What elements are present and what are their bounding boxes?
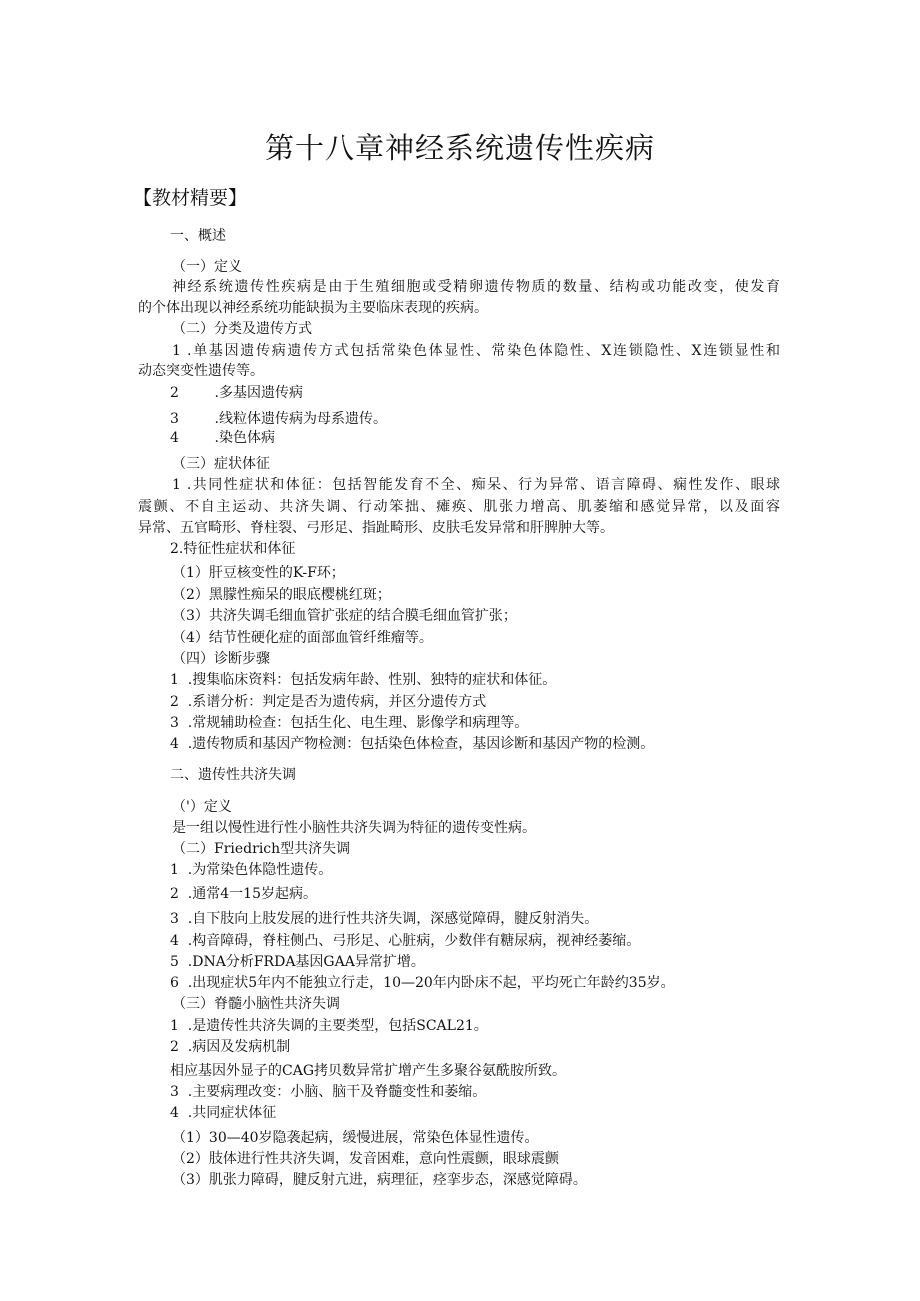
paragraph-line: 是一组以慢性进行性小脑性共济失调为特征的遗传变性病。 (172, 820, 536, 836)
list-item: （3）肌张力障碍，腱反射亢进，病理征，痉挛步态，深感觉障碍。 (172, 1172, 587, 1188)
list-item: （2）肢体进行性共济失调，发音困难，意向性震颤，眼球震颤 (172, 1151, 559, 1167)
list-item: 3 .常规辅助检查：包括生化、电生理、影像学和病理等。 (170, 715, 529, 731)
subheading-symptoms: （三）症状体征 (172, 456, 270, 472)
list-item: 1 .为常染色体隐性遗传。 (170, 862, 333, 878)
subheading-definition: （一）定义 (172, 259, 242, 275)
paragraph-line: 异常、五官畸形、脊柱裂、弓形足、指趾畸形、皮肤毛发异常和肝脾肿大等。 (138, 520, 614, 536)
paragraph-line: 神经系统遗传性疾病是由于生殖细胞或受精卵遗传物质的数量、结构或功能改变，使发育 (172, 279, 780, 295)
list-item: 6 .出现症状5年内不能独立行走，10—20年内卧床不起，平均死亡年龄约35岁。 (170, 975, 675, 991)
page-title: 第十八章神经系统遗传性疾病 (264, 131, 655, 165)
paragraph-line: 动态突变性遗传等。 (138, 363, 264, 379)
subheading-diagnosis: （四）诊断步骤 (172, 651, 270, 667)
list-item: 4 .染色体病 (170, 430, 275, 446)
list-item: 1 .共同性症状和体征：包括智能发育不全、痴呆、行为异常、语言障碍、痫性发作、眼球 (172, 477, 780, 493)
heading-overview: 一、概述 (170, 228, 226, 244)
list-item: 3 .线粒体遗传病为母系遗传。 (170, 411, 387, 427)
list-item: 4 .构音障碍，脊柱侧凸、弓形足、心脏病，少数伴有糖尿病，视神经萎缩。 (170, 933, 641, 949)
list-item: 2 .多基因遗传病 (170, 385, 303, 401)
list-item: 2 .系谱分析：判定是否为遗传病，并区分遗传方式 (170, 694, 487, 710)
list-item: 2.特征性症状和体征 (170, 541, 296, 557)
list-item: 3 .自下肢向上肢发展的进行性共济失调，深感觉障碍，腱反射消失。 (170, 911, 599, 927)
list-item: （3）共济失调毛细血管扩张症的结合膜毛细血管扩张； (172, 608, 517, 624)
list-item: 1 .是遗传性共济失调的主要类型，包括SCAL21。 (170, 1018, 488, 1034)
list-item: （4）结节性硬化症的面部血管纤维瘤等。 (172, 630, 433, 646)
section-heading: 【教材精要】 (133, 187, 248, 209)
paragraph-line: 相应基因外显子的CAG拷贝数异常扩增产生多聚谷氨酰胺所致。 (170, 1063, 567, 1079)
subheading-friedrich: （二）Friedrich型共济失调 (172, 841, 351, 857)
list-item: 4 .共同症状体征 (170, 1105, 277, 1121)
list-item: 3 .主要病理改变：小脑、脑干及脊髓变性和萎缩。 (170, 1084, 487, 1100)
list-item: 1 .单基因遗传病遗传方式包括常染色体显性、常染色体隐性、X连锁隐性、X连锁显性和 (172, 343, 780, 359)
subheading-sca: （三）脊髓小脑性共济失调 (172, 996, 340, 1012)
list-item: 2 .病因及发病机制 (170, 1039, 291, 1055)
list-item: （1）肝豆核变性的K-F环； (172, 565, 345, 581)
list-item: （2）黑朦性痴呆的眼底樱桃红斑； (172, 587, 391, 603)
list-item: 2 .通常4一15岁起病。 (170, 886, 317, 902)
heading-hereditary-ataxia: 二、遗传性共济失调 (170, 767, 296, 783)
list-item: 5 .DNA分析FRDA基因GAA异常扩增。 (170, 954, 425, 970)
paragraph-line: 的个体出现以神经系统功能缺损为主要临床表现的疾病。 (138, 300, 488, 316)
list-item: 4 .遗传物质和基因产物检测：包括染色体检查，基因诊断和基因产物的检测。 (170, 736, 655, 752)
list-item: 1 .搜集临床资料：包括发病年龄、性别、独特的症状和体征。 (170, 672, 557, 688)
list-item: （1）30—40岁隐袭起病，缓慢进展，常染色体显性遗传。 (172, 1130, 539, 1146)
paragraph-line: 震颤、不自主运动、共济失调、行动笨拙、瘫痪、肌张力增高、肌萎缩和感觉异常，以及面容 (138, 499, 780, 515)
subheading-definition: （'）定义 (172, 799, 232, 815)
subheading-classification: （二）分类及遗传方式 (172, 321, 312, 337)
